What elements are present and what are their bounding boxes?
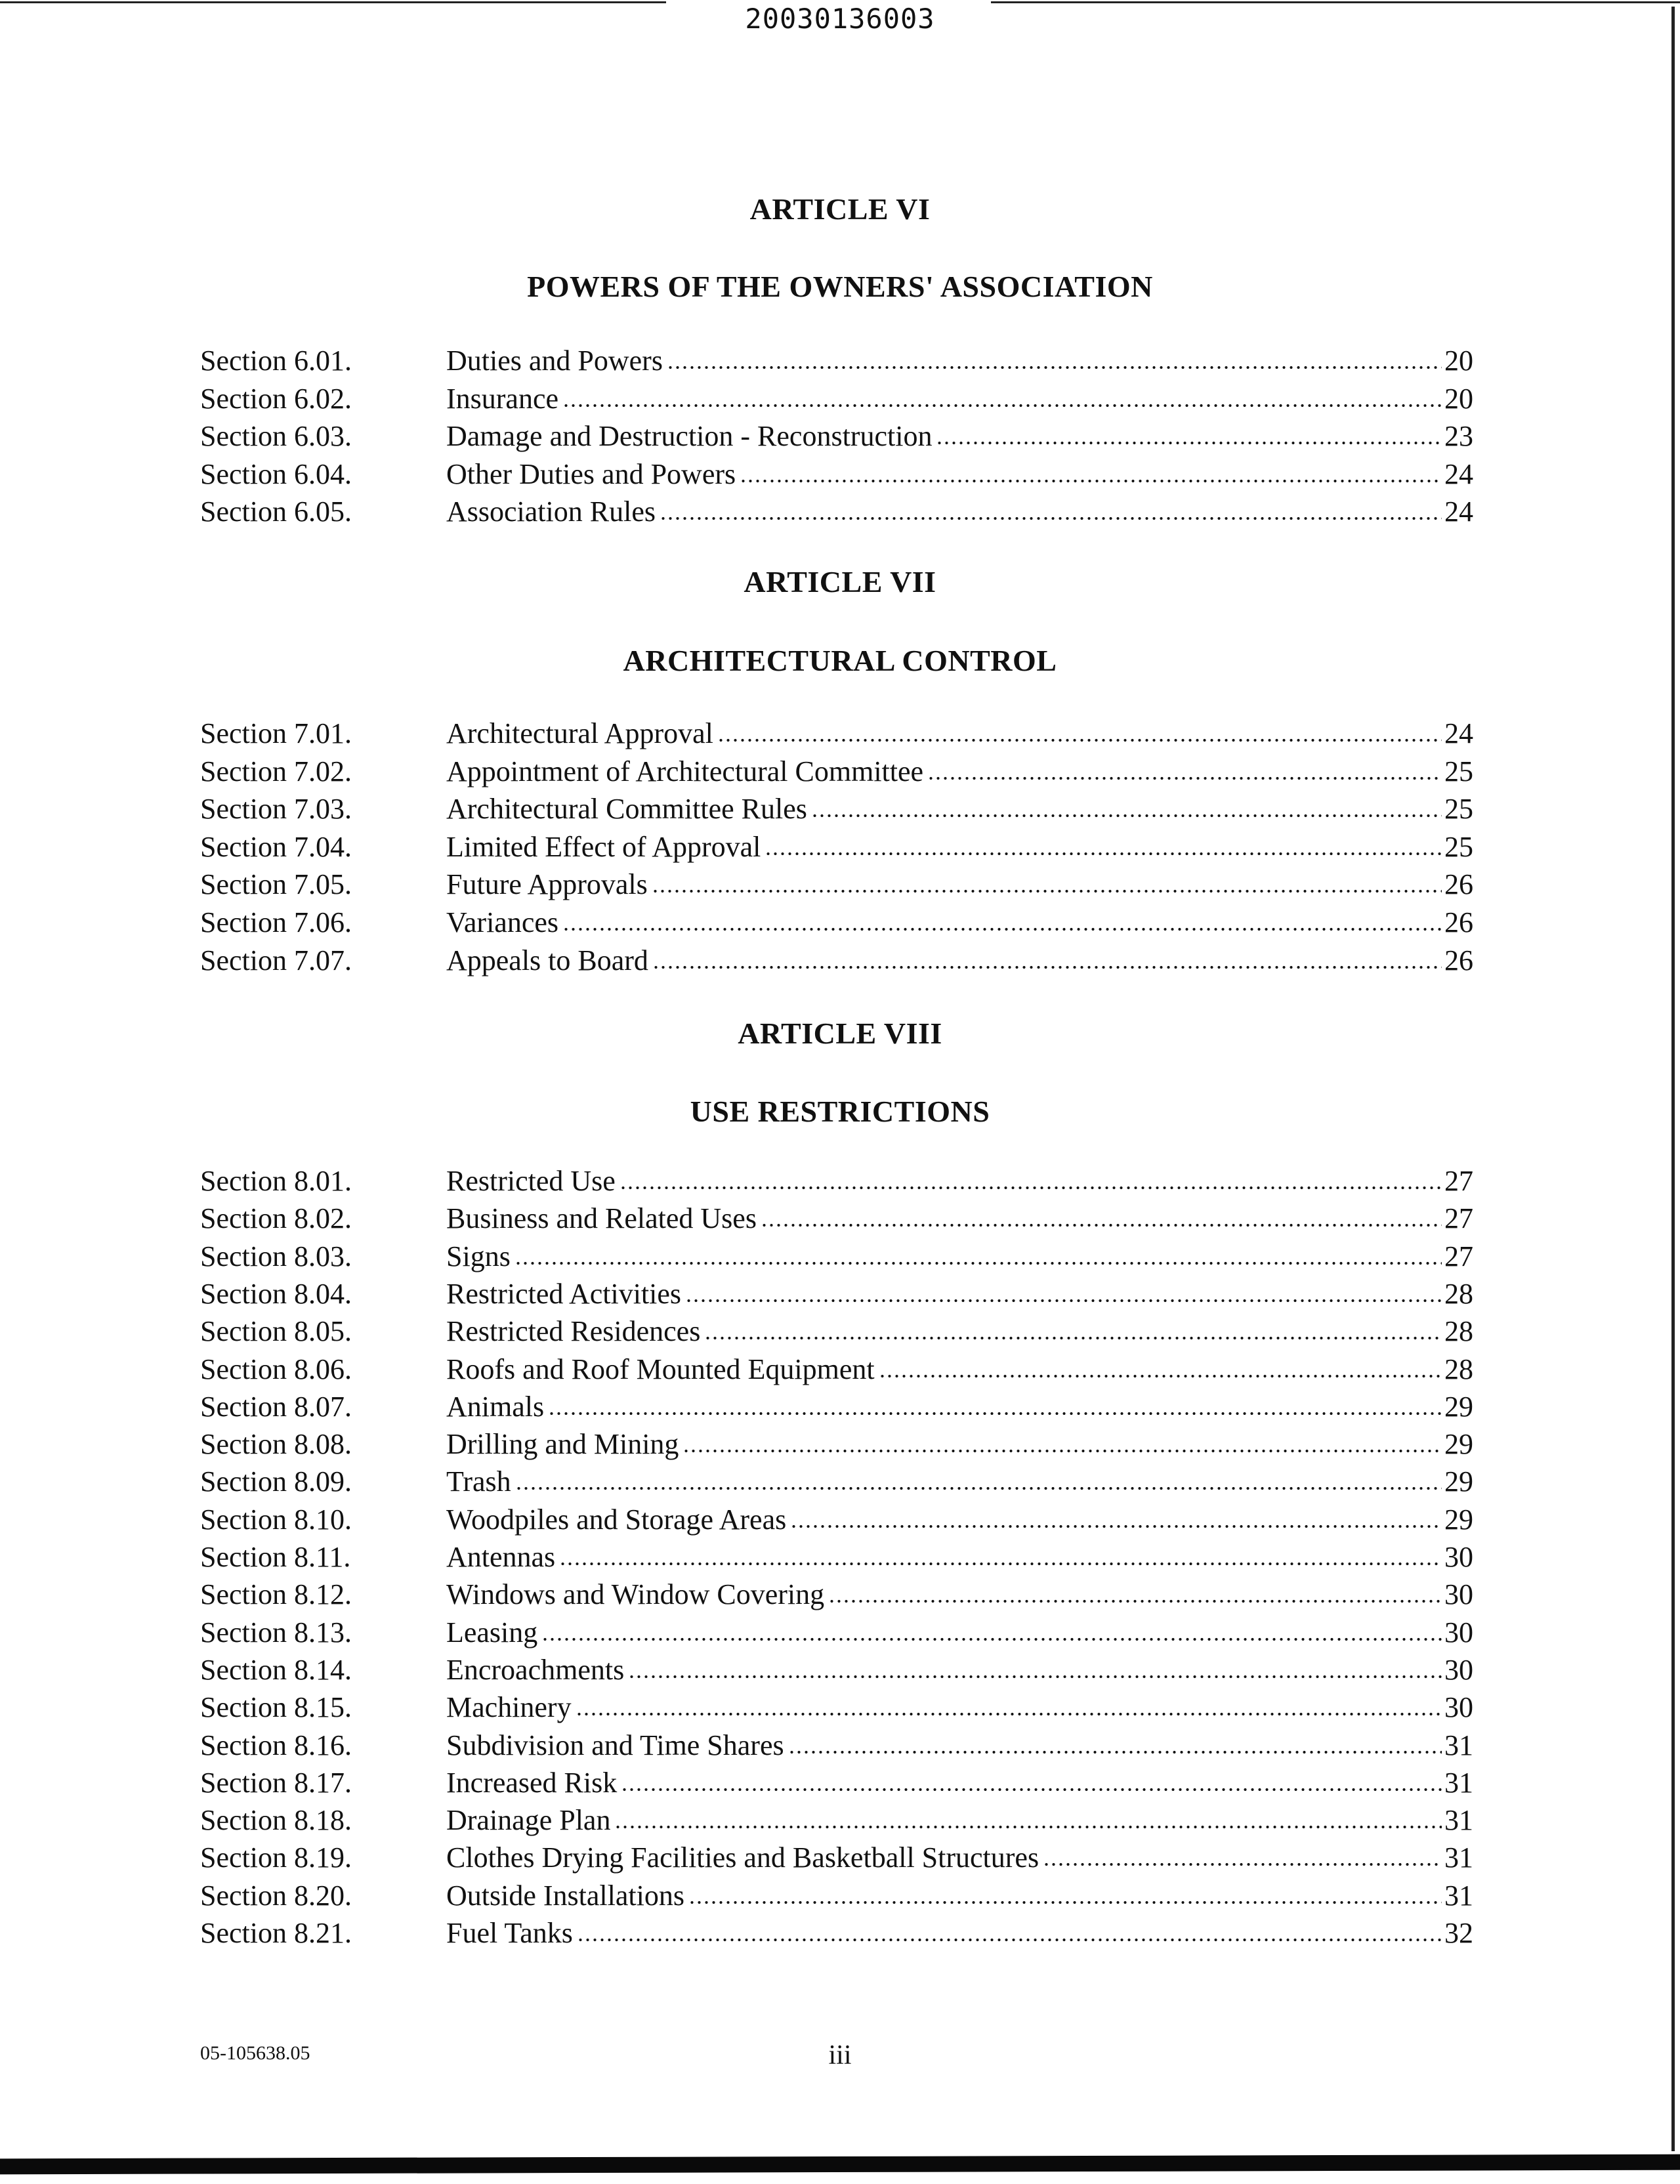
footer-document-code: 05-105638.05	[200, 2042, 310, 2064]
dot-leader	[811, 812, 1442, 819]
toc-entry	[200, 1426, 1473, 1463]
section-title: Encroachments	[446, 1653, 625, 1686]
section-number: Section 8.01.	[200, 1165, 352, 1197]
section-page-number: 31	[1444, 1766, 1473, 1799]
dot-leader	[562, 926, 1442, 933]
section-number: Section 8.06.	[200, 1353, 352, 1385]
section-title: Future Approvals	[446, 868, 648, 901]
section-number: Section 8.19.	[200, 1841, 352, 1874]
section-number: Section 7.05.	[200, 868, 352, 901]
section-page-number: 29	[1444, 1503, 1473, 1536]
section-number: Section 8.18.	[200, 1804, 352, 1837]
article-title: POWERS OF THE OWNERS' ASSOCIATION	[527, 270, 1153, 303]
dot-leader	[790, 1523, 1442, 1530]
section-number: Section 8.16.	[200, 1729, 352, 1761]
section-title: Leasing	[446, 1616, 538, 1648]
toc-entry	[200, 791, 1473, 828]
section-page-number: 30	[1444, 1541, 1473, 1573]
section-number: Section 6.05.	[200, 495, 352, 528]
section-page-number: 31	[1444, 1804, 1473, 1837]
dot-leader	[562, 402, 1442, 409]
section-title: Restricted Activities	[446, 1277, 682, 1310]
section-title: Increased Risk	[446, 1766, 618, 1799]
section-page-number: 27	[1444, 1240, 1473, 1272]
toc-entry	[200, 418, 1473, 455]
dot-leader	[788, 1749, 1442, 1755]
toc-entry	[200, 456, 1473, 493]
dot-leader	[704, 1335, 1442, 1341]
toc-entry	[200, 1276, 1473, 1312]
dot-leader	[515, 1485, 1442, 1492]
section-page-number: 30	[1444, 1578, 1473, 1611]
toc-entry	[200, 1463, 1473, 1500]
section-number: Section 8.08.	[200, 1428, 352, 1461]
section-page-number: 20	[1444, 345, 1473, 377]
section-page-number: 26	[1444, 906, 1473, 938]
toc-entry	[200, 1389, 1473, 1425]
toc-entry	[200, 1163, 1473, 1200]
dot-leader	[660, 515, 1442, 522]
toc-entry	[200, 1351, 1473, 1388]
section-page-number: 29	[1444, 1428, 1473, 1461]
toc-entry	[200, 829, 1473, 866]
toc-entry	[200, 904, 1473, 941]
section-title: Subdivision and Time Shares	[446, 1729, 784, 1761]
section-page-number: 23	[1444, 420, 1473, 452]
section-title: Architectural Committee Rules	[446, 793, 807, 826]
toc-entry	[200, 1839, 1473, 1876]
section-number: Section 8.05.	[200, 1315, 352, 1348]
section-title: Clothes Drying Facilities and Basketball Structures	[446, 1841, 1040, 1874]
section-title: Windows and Window Covering	[446, 1578, 825, 1611]
section-title: Animals	[446, 1390, 545, 1423]
section-page-number: 32	[1444, 1917, 1473, 1949]
section-title: Insurance	[446, 382, 559, 415]
section-number: Section 8.02.	[200, 1202, 352, 1235]
section-page-number: 30	[1444, 1691, 1473, 1724]
section-number: Section 6.04.	[200, 457, 352, 490]
toc-entry	[200, 1652, 1473, 1689]
dot-leader	[740, 478, 1442, 484]
section-number: Section 7.01.	[200, 717, 352, 749]
section-title: Trash	[446, 1465, 511, 1498]
section-number: Section 7.03.	[200, 793, 352, 826]
toc-entry	[200, 343, 1473, 379]
section-number: Section 8.15.	[200, 1691, 352, 1724]
section-number: Section 7.06.	[200, 906, 352, 938]
section-title: Drainage Plan	[446, 1804, 611, 1837]
section-page-number: 30	[1444, 1653, 1473, 1686]
dot-leader	[936, 440, 1442, 446]
section-number: Section 6.03.	[200, 420, 352, 452]
toc-entry	[200, 1200, 1473, 1237]
section-title: Woodpiles and Storage Areas	[446, 1503, 787, 1536]
section-title: Drilling and Mining	[446, 1428, 679, 1461]
toc-entry	[200, 1915, 1473, 1952]
dot-leader	[1043, 1861, 1442, 1868]
dot-leader	[652, 888, 1442, 894]
toc-entry	[200, 1765, 1473, 1801]
section-title: Architectural Approval	[446, 717, 713, 749]
article-heading: ARTICLE VIII	[738, 1017, 942, 1050]
section-title: Association Rules	[446, 495, 656, 528]
section-number: Section 8.13.	[200, 1616, 352, 1648]
document-number: 20030136003	[745, 3, 935, 35]
section-number: Section 8.21.	[200, 1917, 352, 1949]
toc-entry	[200, 1576, 1473, 1613]
section-page-number: 28	[1444, 1353, 1473, 1385]
section-number: Section 8.14.	[200, 1653, 352, 1686]
section-title: Appointment of Architectural Committee	[446, 755, 924, 788]
section-page-number: 28	[1444, 1277, 1473, 1310]
dot-leader	[927, 775, 1442, 782]
section-page-number: 29	[1444, 1390, 1473, 1423]
toc-entry	[200, 866, 1473, 903]
toc-entry	[200, 1313, 1473, 1350]
toc-entry	[200, 1727, 1473, 1764]
section-page-number: 20	[1444, 382, 1473, 415]
section-number: Section 8.07.	[200, 1390, 352, 1423]
toc-entry	[200, 1878, 1473, 1914]
section-title: Variances	[446, 906, 559, 938]
section-title: Restricted Use	[446, 1165, 616, 1197]
section-title: Damage and Destruction - Reconstruction	[446, 420, 933, 452]
dot-leader	[628, 1673, 1442, 1680]
dot-leader	[577, 1937, 1442, 1943]
toc-entry	[200, 942, 1473, 979]
article-title: ARCHITECTURAL CONTROL	[623, 644, 1057, 677]
toc-entry	[200, 715, 1473, 752]
section-number: Section 7.07.	[200, 944, 352, 976]
dot-leader	[621, 1786, 1442, 1793]
dot-leader	[682, 1448, 1442, 1454]
section-number: Section 8.10.	[200, 1503, 352, 1536]
dot-leader	[548, 1410, 1442, 1417]
section-number: Section 6.01.	[200, 345, 352, 377]
dot-leader	[685, 1297, 1442, 1304]
footer-page-number: iii	[828, 2040, 852, 2070]
dot-leader	[614, 1824, 1442, 1830]
section-number: Section 8.09.	[200, 1465, 352, 1498]
section-page-number: 27	[1444, 1202, 1473, 1235]
section-page-number: 24	[1444, 495, 1473, 528]
section-title: Antennas	[446, 1541, 556, 1573]
article-heading: ARTICLE VI	[749, 192, 931, 226]
dot-leader	[652, 964, 1442, 971]
dot-leader	[761, 1222, 1442, 1228]
section-page-number: 26	[1444, 868, 1473, 901]
section-title: Signs	[446, 1240, 511, 1272]
dot-leader	[559, 1561, 1442, 1567]
toc-entry	[200, 1614, 1473, 1651]
dot-leader	[765, 850, 1442, 857]
section-title: Limited Effect of Approval	[446, 830, 761, 863]
section-page-number: 28	[1444, 1315, 1473, 1348]
scan-edge-right	[1671, 7, 1675, 2151]
section-number: Section 7.02.	[200, 755, 352, 788]
section-title: Appeals to Board	[446, 944, 648, 976]
section-title: Roofs and Roof Mounted Equipment	[446, 1353, 875, 1385]
dot-leader	[576, 1711, 1442, 1717]
section-title: Other Duties and Powers	[446, 457, 736, 490]
toc-entry	[200, 1802, 1473, 1839]
toc-entry	[200, 753, 1473, 790]
toc-entry	[200, 1689, 1473, 1726]
dot-leader	[717, 737, 1442, 744]
toc-entry	[200, 1502, 1473, 1538]
toc-entry	[200, 494, 1473, 530]
section-page-number: 26	[1444, 944, 1473, 976]
section-title: Business and Related Uses	[446, 1202, 757, 1235]
toc-entry	[200, 381, 1473, 417]
section-number: Section 6.02.	[200, 382, 352, 415]
toc-entry	[200, 1238, 1473, 1275]
section-page-number: 31	[1444, 1879, 1473, 1912]
dot-leader	[879, 1373, 1442, 1379]
section-title: Outside Installations	[446, 1879, 684, 1912]
section-page-number: 27	[1444, 1165, 1473, 1197]
dot-leader	[688, 1899, 1442, 1906]
section-page-number: 31	[1444, 1729, 1473, 1761]
toc-entry	[200, 1539, 1473, 1576]
section-number: Section 8.20.	[200, 1879, 352, 1912]
dot-leader	[620, 1185, 1442, 1191]
dot-leader	[828, 1598, 1442, 1605]
section-page-number: 25	[1444, 830, 1473, 863]
section-number: Section 8.17.	[200, 1766, 352, 1799]
section-number: Section 8.12.	[200, 1578, 352, 1611]
section-page-number: 31	[1444, 1841, 1473, 1874]
section-page-number: 25	[1444, 755, 1473, 788]
section-title: Fuel Tanks	[446, 1917, 573, 1949]
section-page-number: 30	[1444, 1616, 1473, 1648]
article-title: USE RESTRICTIONS	[690, 1095, 990, 1128]
dot-leader	[667, 364, 1442, 371]
section-page-number: 29	[1444, 1465, 1473, 1498]
section-page-number: 25	[1444, 793, 1473, 826]
article-heading: ARTICLE VII	[744, 565, 936, 598]
section-number: Section 7.04.	[200, 830, 352, 863]
section-title: Machinery	[446, 1691, 572, 1724]
section-number: Section 8.04.	[200, 1277, 352, 1310]
section-title: Duties and Powers	[446, 345, 663, 377]
section-title: Restricted Residences	[446, 1315, 701, 1348]
section-page-number: 24	[1444, 717, 1473, 749]
scan-edge-bottom	[0, 2154, 1680, 2175]
section-page-number: 24	[1444, 457, 1473, 490]
dot-leader	[514, 1260, 1442, 1267]
section-number: Section 8.03.	[200, 1240, 352, 1272]
dot-leader	[541, 1636, 1442, 1643]
section-number: Section 8.11.	[200, 1541, 351, 1573]
